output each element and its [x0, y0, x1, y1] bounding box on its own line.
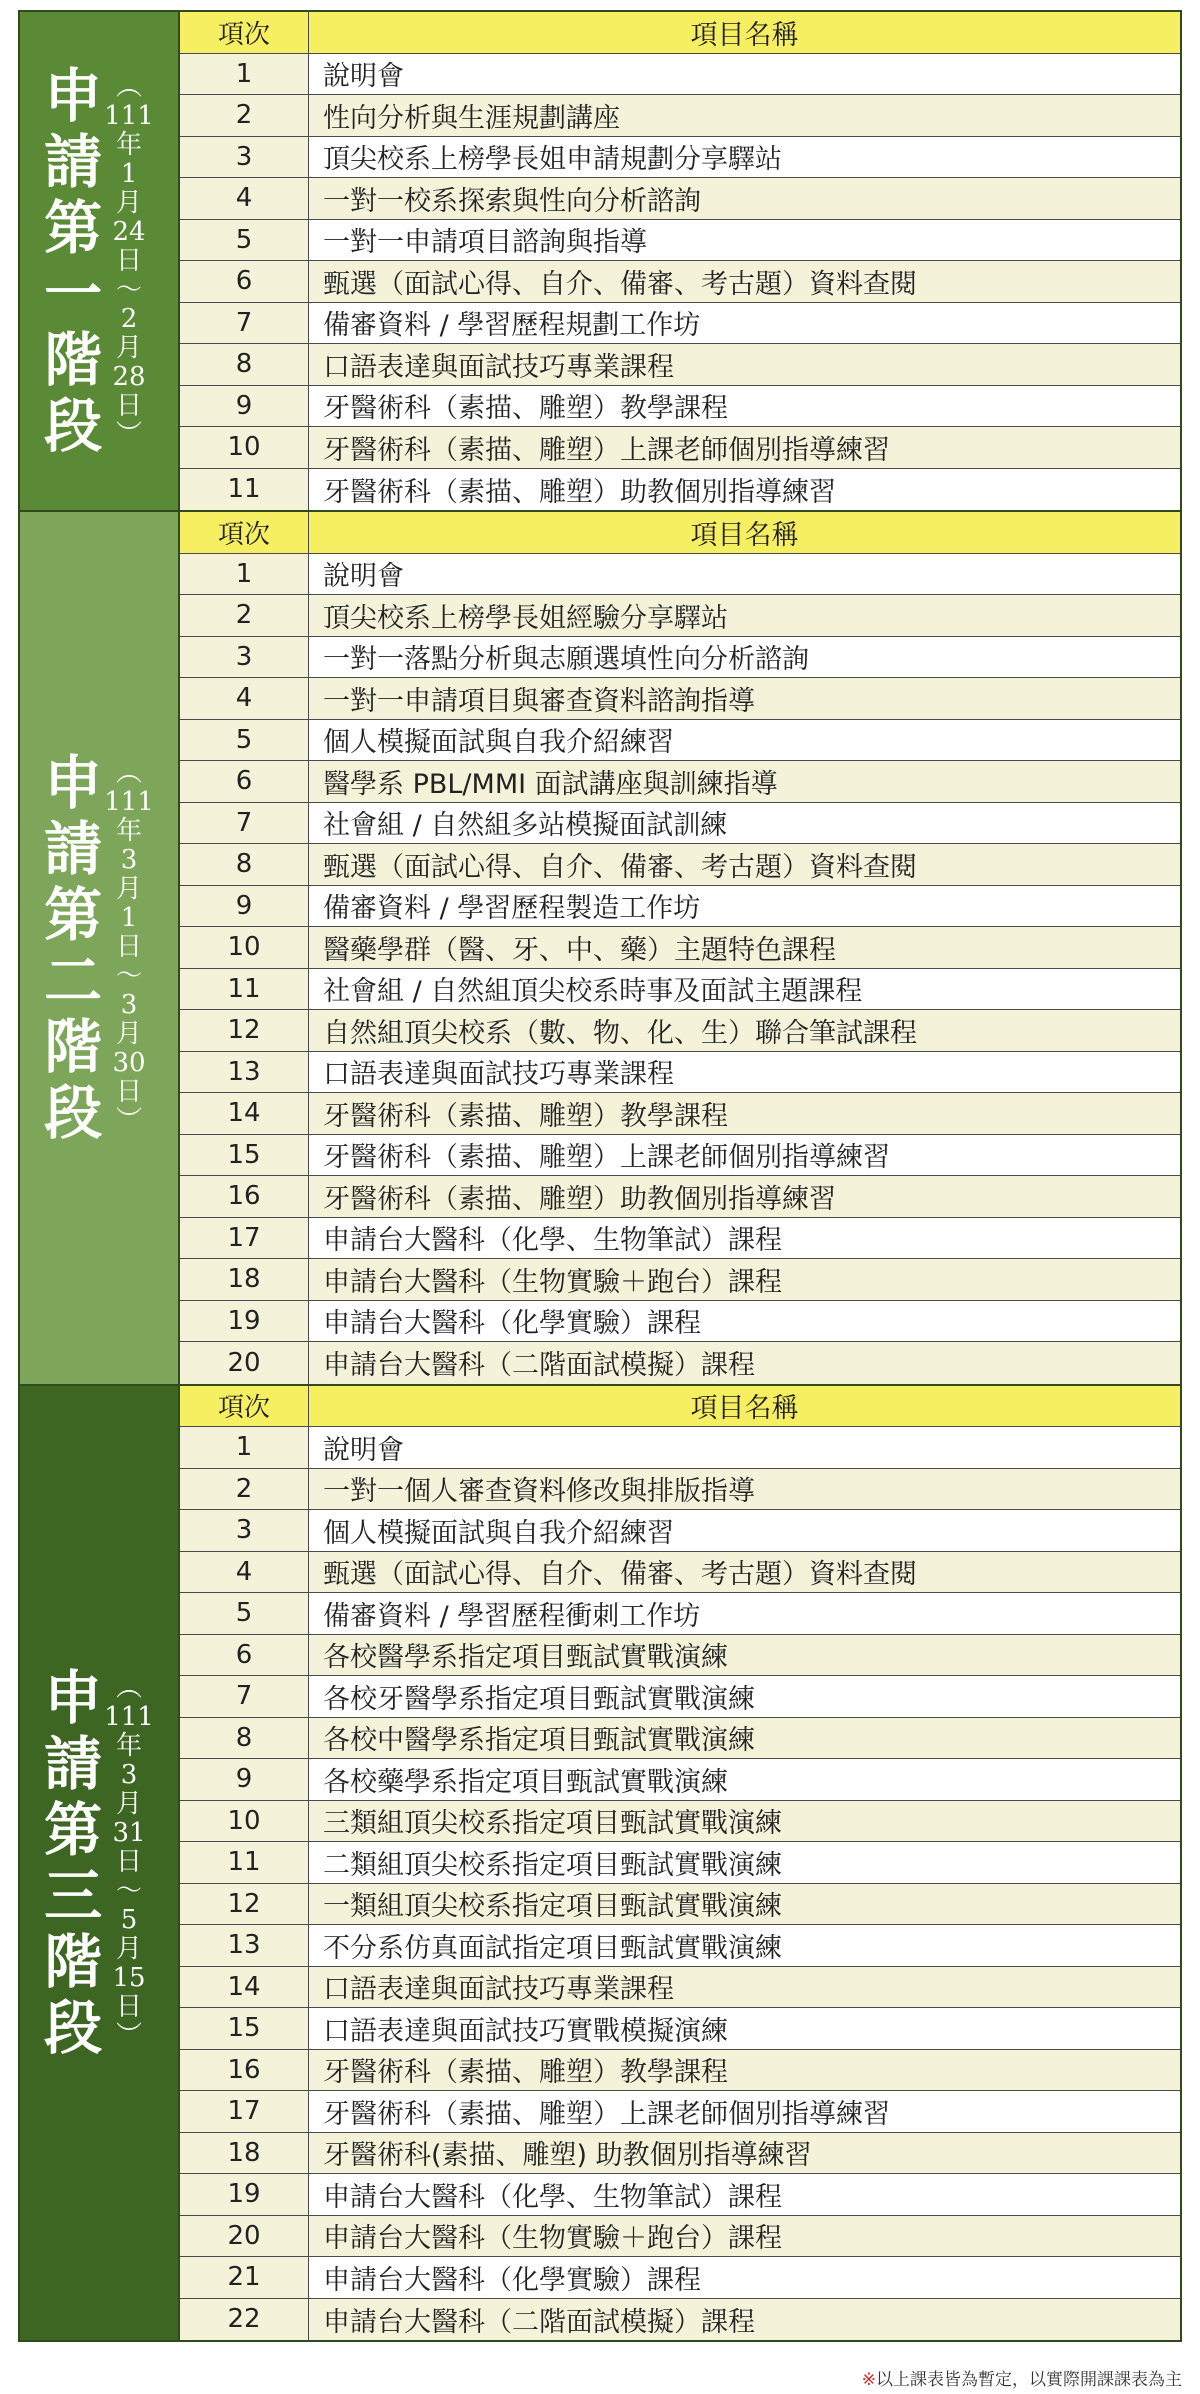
table-row: [180, 344, 1180, 386]
item-number: 4: [180, 178, 309, 219]
item-number: 6: [180, 261, 309, 302]
item-number: 4: [180, 678, 309, 719]
header-num: 項次: [180, 512, 309, 553]
table-row: [180, 1052, 1180, 1094]
phase-title: 申 請 第 二 階 段: [44, 748, 103, 1147]
item-name: 申請台大醫科（化學、生物筆試）課程: [323, 2181, 782, 2213]
item-number: 21: [180, 2257, 309, 2298]
table-row: [180, 178, 1180, 220]
table-row: [180, 1593, 1180, 1635]
item-name: 牙醫術科（素描、雕塑）教學課程: [323, 2057, 728, 2089]
table-row: [180, 469, 1180, 511]
footnote-text: 以上課表皆為暫定，以實際開課課表為主: [876, 2370, 1182, 2390]
item-number: 13: [180, 1052, 309, 1093]
item-number: 18: [180, 1259, 309, 1300]
item-number: 1: [180, 554, 309, 595]
phase-label: [20, 512, 180, 1384]
item-name: 牙醫術科（素描、雕塑）上課老師個別指導練習: [323, 2098, 890, 2130]
item-number: 9: [180, 386, 309, 427]
table-row: [180, 1301, 1180, 1343]
item-number: 5: [180, 220, 309, 261]
item-number: 4: [180, 1552, 309, 1593]
table-row: [180, 137, 1180, 179]
table-row: [180, 427, 1180, 469]
item-number: 19: [180, 1301, 309, 1342]
item-name: 申請台大醫科（化學、生物筆試）課程: [323, 1225, 782, 1257]
phase-date: ︵ 111 年 3 月 1 日 ～ 3 月 30 日 ︶: [104, 758, 154, 1137]
item-name: 申請台大醫科（生物實驗＋跑台）課程: [323, 1266, 782, 1298]
table-row: [180, 54, 1180, 96]
phase-label: [20, 12, 180, 510]
header-name: 項目名稱: [690, 519, 799, 551]
item-number: 2: [180, 95, 309, 136]
item-number: 18: [180, 2133, 309, 2174]
item-name: 甄選（面試心得、自介、備審、考古題）資料查閱: [323, 1559, 917, 1591]
item-name: 口語表達與面試技巧專業課程: [323, 1059, 674, 1091]
phase-section: [18, 10, 1182, 512]
table-row: [180, 1552, 1180, 1594]
table-row: [180, 969, 1180, 1011]
item-name: 頂尖校系上榜學長姐申請規劃分享驛站: [323, 144, 782, 176]
item-number: 15: [180, 1135, 309, 1176]
item-name: 備審資料 / 學習歷程規劃工作坊: [323, 310, 701, 342]
item-number: 2: [180, 595, 309, 636]
item-name: 口語表達與面試技巧專業課程: [323, 351, 674, 383]
table-row: [180, 2133, 1180, 2175]
item-name: 不分系仿真面試指定項目甄試實戰演練: [323, 1932, 782, 1964]
table-row: [180, 2299, 1180, 2341]
header-num: 項次: [180, 12, 309, 53]
table-row: [180, 1010, 1180, 1052]
table-row: [180, 803, 1180, 845]
item-number: 11: [180, 469, 309, 511]
table-header: [180, 512, 1180, 554]
item-name: 三類組頂尖校系指定項目甄試實戰演練: [323, 1808, 782, 1840]
phase-date: ︵ 111 年 1 月 24 日 ～ 2 月 28 日 ︶: [104, 71, 154, 450]
table-row: [180, 303, 1180, 345]
item-name: 一對一個人審查資料修改與排版指導: [323, 1476, 755, 1508]
item-number: 11: [180, 969, 309, 1010]
header-name: 項目名稱: [690, 1393, 799, 1425]
table-row: [180, 1718, 1180, 1760]
course-schedule: [18, 10, 1182, 2342]
header-name: 項目名稱: [690, 19, 799, 51]
item-number: 3: [180, 1510, 309, 1551]
table-row: [180, 2216, 1180, 2258]
item-name: 社會組 / 自然組頂尖校系時事及面試主題課程: [323, 976, 863, 1008]
item-name: 各校藥學系指定項目甄試實戰演練: [323, 1766, 728, 1798]
item-name: 醫藥學群（醫、牙、中、藥）主題特色課程: [323, 934, 836, 966]
item-name: 申請台大醫科（二階面試模擬）課程: [323, 2306, 755, 2338]
table-row: [180, 1259, 1180, 1301]
item-name: 牙醫術科（素描、雕塑）教學課程: [323, 1100, 728, 1132]
table-row: [180, 1759, 1180, 1801]
item-name: 甄選（面試心得、自介、備審、考古題）資料查閱: [323, 268, 917, 300]
table-row: [180, 1427, 1180, 1469]
table-row: [180, 1676, 1180, 1718]
item-name: 口語表達與面試技巧實戰模擬演練: [323, 2015, 728, 2047]
table-row: [180, 1218, 1180, 1260]
table-row: [180, 1925, 1180, 1967]
table-row: [180, 1093, 1180, 1135]
footnote-mark: ※: [861, 2370, 876, 2390]
item-name: 一對一申請項目諮詢與指導: [323, 227, 647, 259]
table-row: [180, 927, 1180, 969]
phase-date: ︵ 111 年 3 月 31 日 ～ 5 月 15 日 ︶: [104, 1673, 154, 2052]
table-row: [180, 2050, 1180, 2092]
item-number: 12: [180, 1010, 309, 1051]
table-row: [180, 1469, 1180, 1511]
table-header: [180, 12, 1180, 54]
table-row: [180, 1884, 1180, 1926]
table-row: [180, 1801, 1180, 1843]
item-name: 牙醫術科（素描、雕塑）助教個別指導練習: [323, 476, 836, 508]
item-name: 一對一校系探索與性向分析諮詢: [323, 185, 701, 217]
item-name: 一對一申請項目與審查資料諮詢指導: [323, 685, 755, 717]
item-number: 8: [180, 844, 309, 885]
table-row: [180, 595, 1180, 637]
item-number: 6: [180, 761, 309, 802]
item-name: 頂尖校系上榜學長姐經驗分享驛站: [323, 602, 728, 634]
item-name: 申請台大醫科（生物實驗＋跑台）課程: [323, 2223, 782, 2255]
table-row: [180, 1510, 1180, 1552]
item-number: 19: [180, 2174, 309, 2215]
item-name: 一對一落點分析與志願選填性向分析諮詢: [323, 644, 809, 676]
table-row: [180, 2257, 1180, 2299]
table-row: [180, 95, 1180, 137]
phase-label: [20, 1386, 180, 2341]
table-row: [180, 1635, 1180, 1677]
phase-table: [180, 12, 1180, 510]
item-number: 20: [180, 2216, 309, 2257]
item-name: 申請台大醫科（化學實驗）課程: [323, 1308, 701, 1340]
item-number: 3: [180, 137, 309, 178]
item-name: 備審資料 / 學習歷程製造工作坊: [323, 893, 701, 925]
table-row: [180, 2174, 1180, 2216]
phase-table: [180, 512, 1180, 1384]
item-number: 9: [180, 1759, 309, 1800]
item-number: 7: [180, 803, 309, 844]
item-name: 甄選（面試心得、自介、備審、考古題）資料查閱: [323, 851, 917, 883]
table-row: [180, 220, 1180, 262]
item-name: 醫學系 PBL/MMI 面試講座與訓練指導: [323, 768, 778, 800]
table-row: [180, 844, 1180, 886]
table-row: [180, 386, 1180, 428]
item-number: 16: [180, 2050, 309, 2091]
item-number: 7: [180, 303, 309, 344]
table-row: [180, 1842, 1180, 1884]
item-name: 備審資料 / 學習歷程衝刺工作坊: [323, 1600, 701, 1632]
item-name: 社會組 / 自然組多站模擬面試訓練: [323, 810, 728, 842]
table-row: [180, 1135, 1180, 1177]
item-number: 3: [180, 637, 309, 678]
table-row: [180, 261, 1180, 303]
phase-section: [18, 1386, 1182, 2343]
item-number: 17: [180, 1218, 309, 1259]
table-row: [180, 720, 1180, 762]
phase-section: [18, 512, 1182, 1386]
item-name: 說明會: [323, 1434, 404, 1466]
table-row: [180, 637, 1180, 679]
item-name: 牙醫術科（素描、雕塑）助教個別指導練習: [323, 1183, 836, 1215]
item-number: 15: [180, 2008, 309, 2049]
item-number: 16: [180, 1176, 309, 1217]
table-row: [180, 678, 1180, 720]
item-number: 10: [180, 927, 309, 968]
item-name: 說明會: [323, 61, 404, 93]
item-number: 6: [180, 1635, 309, 1676]
item-number: 12: [180, 1884, 309, 1925]
item-name: 口語表達與面試技巧專業課程: [323, 1974, 674, 2006]
table-row: [180, 1342, 1180, 1384]
item-number: 11: [180, 1842, 309, 1883]
phase-table: [180, 1386, 1180, 2341]
item-name: 說明會: [323, 561, 404, 593]
table-row: [180, 886, 1180, 928]
item-name: 個人模擬面試與自我介紹練習: [323, 727, 674, 759]
item-name: 牙醫術科(素描、雕塑) 助教個別指導練習: [323, 2140, 812, 2172]
item-name: 二類組頂尖校系指定項目甄試實戰演練: [323, 1849, 782, 1881]
item-name: 自然組頂尖校系（數、物、化、生）聯合筆試課程: [323, 1017, 917, 1049]
item-name: 一類組頂尖校系指定項目甄試實戰演練: [323, 1891, 782, 1923]
item-number: 5: [180, 720, 309, 761]
table-row: [180, 2008, 1180, 2050]
header-num: 項次: [180, 1386, 309, 1427]
item-name: 個人模擬面試與自我介紹練習: [323, 1517, 674, 1549]
phase-title: 申 請 第 一 階 段: [44, 62, 103, 460]
item-name: 申請台大醫科（化學實驗）課程: [323, 2264, 701, 2296]
item-name: 牙醫術科（素描、雕塑）上課老師個別指導練習: [323, 434, 890, 466]
item-name: 各校牙醫學系指定項目甄試實戰演練: [323, 1683, 755, 1715]
item-name: 申請台大醫科（二階面試模擬）課程: [323, 1350, 755, 1382]
table-row: [180, 2091, 1180, 2133]
phase-title: 申 請 第 三 階 段: [44, 1663, 103, 2062]
item-name: 性向分析與生涯規劃講座: [323, 102, 620, 134]
item-number: 14: [180, 1967, 309, 2008]
item-number: 10: [180, 1801, 309, 1842]
table-row: [180, 1176, 1180, 1218]
footnote: [862, 2365, 1182, 2390]
item-name: 各校醫學系指定項目甄試實戰演練: [323, 1642, 728, 1674]
item-number: 2: [180, 1469, 309, 1510]
table-row: [180, 761, 1180, 803]
item-number: 5: [180, 1593, 309, 1634]
item-number: 1: [180, 54, 309, 95]
item-name: 牙醫術科（素描、雕塑）上課老師個別指導練習: [323, 1142, 890, 1174]
item-number: 14: [180, 1093, 309, 1134]
item-number: 22: [180, 2299, 309, 2341]
item-name: 牙醫術科（素描、雕塑）教學課程: [323, 393, 728, 425]
table-header: [180, 1386, 1180, 1428]
item-number: 8: [180, 1718, 309, 1759]
item-number: 13: [180, 1925, 309, 1966]
item-number: 17: [180, 2091, 309, 2132]
item-number: 9: [180, 886, 309, 927]
table-row: [180, 554, 1180, 596]
item-name: 各校中醫學系指定項目甄試實戰演練: [323, 1725, 755, 1757]
item-number: 1: [180, 1427, 309, 1468]
table-row: [180, 1967, 1180, 2009]
item-number: 8: [180, 344, 309, 385]
item-number: 7: [180, 1676, 309, 1717]
item-number: 20: [180, 1342, 309, 1384]
item-number: 10: [180, 427, 309, 468]
